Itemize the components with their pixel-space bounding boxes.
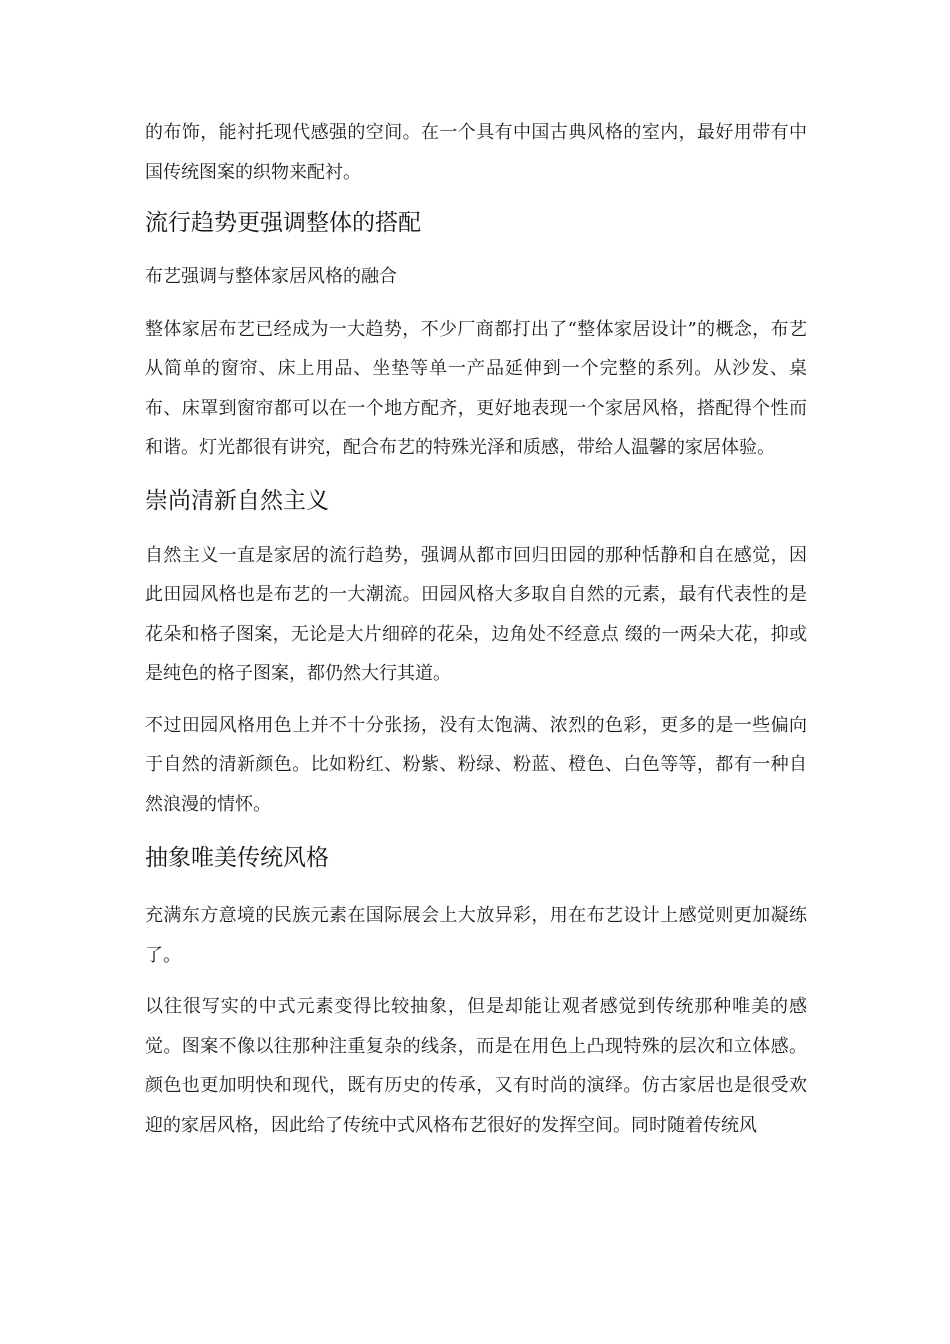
heading-trend: 流行趋势更强调整体的搭配 [145, 210, 421, 236]
subheading-fusion: 布艺强调与整体家居风格的融合 [145, 266, 397, 287]
paragraph-abstract-1: 充满东方意境的民族元素在国际展会上大放异彩，用在布艺设计上感觉则更加凝练了。 [145, 905, 807, 966]
paragraph-intro: 的布饰，能衬托现代感强的空间。在一个具有中国古典风格的室内，最好用带有中国传统图案的织物来配衬。 [145, 122, 807, 183]
paragraph-naturalism-1: 自然主义一直是家居的流行趋势，强调从都市回归田园的那种恬静和自在感觉，因此田园风格也是布艺的一大潮流。田园风格大多取自自然的元素，最有代表性的是花朵和格子图案，无论是大片细碎的花朵，边角处不经意点 缀的一两朵大花，抑或是纯色的格子图案，都仍然大行其道。 [145, 544, 807, 684]
paragraph-abstract-2: 以往很写实的中式元素变得比较抽象，但是却能让观者感觉到传统那种唯美的感觉。图案不像以往那种注重复杂的线条，而是在用色上凸现特殊的层次和立体感。颜色也更加明快和现代，既有历史的传承，又有时尚的演绎。仿古家居也是很受欢迎的家居风格，因此给了传统中式风格布艺很好的发挥空间。同时随着传统风 [145, 996, 807, 1136]
document-page [145, 113, 807, 1145]
heading-abstract: 抽象唯美传统风格 [145, 845, 329, 871]
paragraph-whole-home: 整体家居布艺已经成为一大趋势，不少厂商都打出了“整体家居设计”的概念，布艺从简单的窗帘、床上用品、坐垫等单一产品延伸到一个完整的系列。从沙发、桌布、床罩到窗帘都可以在一个地方配齐，更好地表现一个家居风格，搭配得个性而和谐。灯光都很有讲究，配合布艺的特殊光泽和质感，带给人温馨的家居体验。 [145, 318, 807, 458]
heading-naturalism: 崇尚清新自然主义 [145, 487, 329, 514]
paragraph-naturalism-2: 不过田园风格用色上并不十分张扬，没有太饱满、浓烈的色彩，更多的是一些偏向于自然的清新颜色。比如粉红、粉紫、粉绿、粉蓝、橙色、白色等等，都有一种自然浪漫的情怀。 [145, 714, 807, 815]
